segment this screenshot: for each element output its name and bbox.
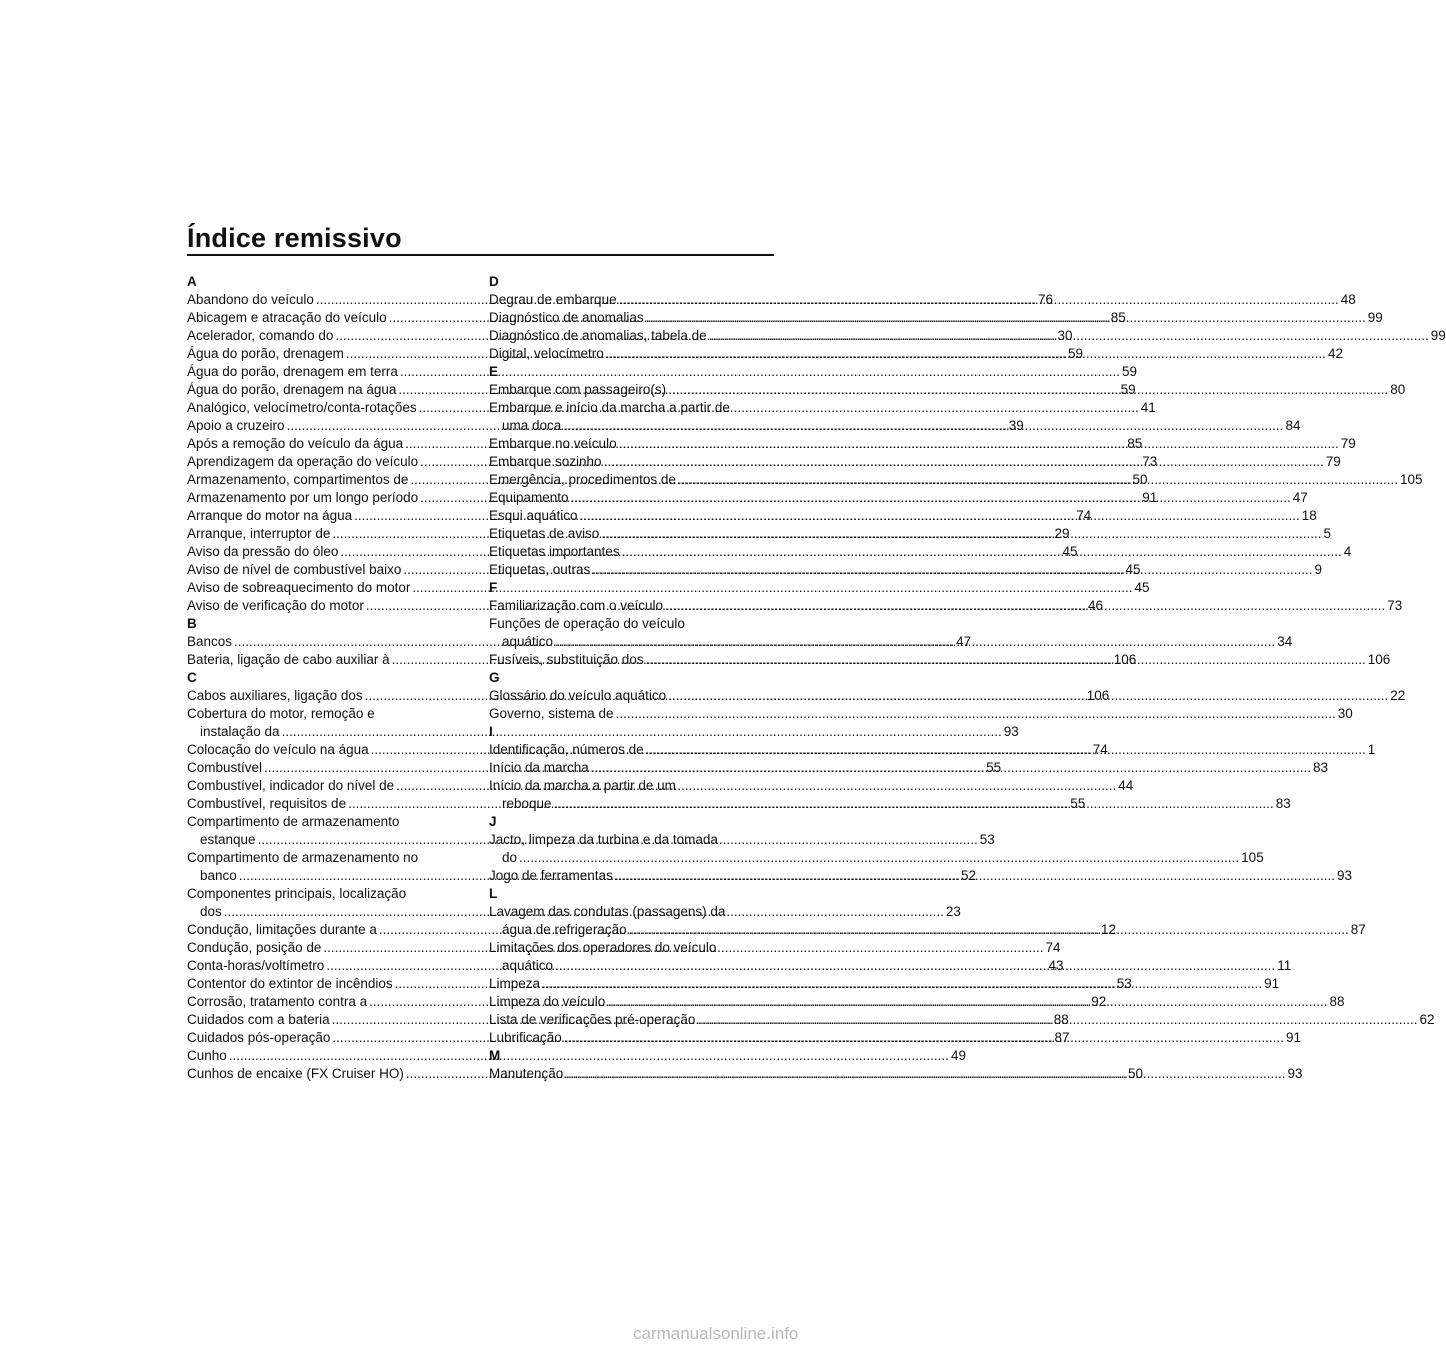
page-number: 45 <box>1134 580 1150 595</box>
dot-leader <box>555 957 1275 975</box>
entry-text: Equipamento <box>489 490 569 505</box>
page-number: 91 <box>1285 1030 1301 1045</box>
title-rule <box>187 254 774 256</box>
entry-text: Etiquetas de aviso <box>489 526 600 541</box>
entry-text: Início da marcha a partir de um <box>489 778 676 793</box>
entry-text: Glossário do veículo aquático <box>489 688 667 703</box>
page-number: 42 <box>1327 346 1343 361</box>
page-number: 99 <box>1430 328 1446 343</box>
index-letter-heading: J <box>489 814 497 829</box>
entry-text: Condução, posição de <box>187 940 322 955</box>
dot-leader <box>555 633 1275 651</box>
page-number: 105 <box>1241 850 1264 865</box>
entry-text: Cuidados com a bateria <box>187 1012 330 1027</box>
entry-text: Diagnóstico de anomalias, tabela de <box>489 328 707 343</box>
entry-text: Armazenamento por um longo período <box>187 490 419 505</box>
page-number: 30 <box>1057 328 1073 343</box>
page-number: 105 <box>1400 472 1423 487</box>
page-number: 45 <box>1062 544 1078 559</box>
entry-text: Embarque no veículo <box>489 436 617 451</box>
dot-leader <box>591 759 1311 777</box>
page-number: 46 <box>1087 598 1104 613</box>
page-number: 73 <box>1142 454 1158 469</box>
page-number: 74 <box>1045 940 1061 955</box>
page-number: 22 <box>1390 688 1406 703</box>
entry-text: Digital, velocímetro <box>489 346 604 361</box>
dot-leader <box>646 741 1366 759</box>
page-number: 106 <box>1086 688 1110 703</box>
entry-text: Água do porão, drenagem <box>187 346 344 361</box>
dot-leader <box>615 867 1335 885</box>
entry-text: Embarque e início da marcha a partir de <box>489 400 730 415</box>
entry-text: Conta-horas/voltímetro <box>187 958 325 973</box>
page-number: 79 <box>1325 454 1341 469</box>
dot-leader <box>709 327 1429 345</box>
entry-text: Limpeza <box>489 976 541 991</box>
entry-text: Condução, limitações durante a <box>187 922 377 937</box>
entry-text: Embarque sozinho <box>489 454 602 469</box>
page-number: 30 <box>1337 706 1353 721</box>
entry-text: reboque <box>502 796 552 811</box>
entry-text: Familiarização com o veículo <box>489 598 664 613</box>
entry-text: Início da marcha <box>489 760 589 775</box>
page-number: 47 <box>1292 490 1308 505</box>
page-number: 74 <box>1076 508 1092 523</box>
entry-text: do <box>502 850 518 865</box>
entry-text: Identificação, números de <box>489 742 644 757</box>
entry-text: Arranque do motor na água <box>187 508 353 523</box>
entry-text: Compartimento de armazenamento <box>187 814 400 829</box>
entry-text: Água do porão, drenagem na água <box>187 382 397 397</box>
page-number: 4 <box>1343 544 1352 559</box>
index-letter-heading: C <box>187 670 197 685</box>
entry-text: Componentes principais, localização <box>187 886 407 901</box>
page-number: 53 <box>1116 976 1132 991</box>
dot-leader <box>668 687 1388 705</box>
entry-text: Aprendizagem da operação do veículo <box>187 454 419 469</box>
index-entry <box>489 705 1353 723</box>
page-number: 73 <box>1387 598 1403 613</box>
entry-text: Diagnóstico de anomalias <box>489 310 644 325</box>
entry-text: Cabos auxiliares, ligação dos <box>187 688 363 703</box>
page-number: 79 <box>1340 436 1356 451</box>
entry-text: Lubrificação <box>489 1030 562 1045</box>
entry-text: Etiquetas importantes <box>489 544 620 559</box>
page-number: 84 <box>1285 418 1301 433</box>
entry-text: Água do porão, drenagem em terra <box>187 364 398 379</box>
page-number: 29 <box>1054 526 1070 541</box>
dot-leader <box>622 543 1342 561</box>
page-number: 48 <box>1340 292 1356 307</box>
dot-leader <box>668 381 1388 399</box>
entry-text: instalação da <box>200 724 280 739</box>
entry-text: Cunhos de encaixe (FX Cruiser HO) <box>187 1066 404 1081</box>
page-number: 85 <box>1110 310 1126 325</box>
page-number: 34 <box>1277 634 1293 649</box>
dot-leader <box>678 471 1398 489</box>
dot-leader <box>571 489 1291 507</box>
page-number: 88 <box>1053 1012 1069 1027</box>
entry-text: Aviso de verificação do motor <box>187 598 364 613</box>
dot-leader <box>601 525 1321 543</box>
dot-leader <box>619 435 1339 453</box>
entry-text: Governo, sistema de <box>489 706 614 721</box>
page-number: 106 <box>1113 652 1137 667</box>
dot-leader <box>607 993 1327 1011</box>
page-number: 47 <box>956 634 972 649</box>
dot-leader <box>604 453 1324 471</box>
page-number: 12 <box>1101 922 1117 937</box>
entry-text: Etiquetas, outras <box>489 562 591 577</box>
page-number: 76 <box>1038 292 1054 307</box>
entry-text: Acelerador, comando do <box>187 328 334 343</box>
page-number: 91 <box>1142 490 1158 505</box>
index-letter-heading: L <box>489 886 498 901</box>
entry-text: aquático <box>502 634 554 649</box>
entry-text: Degrau de embarque <box>489 292 617 307</box>
index-letter-heading: A <box>187 274 197 289</box>
dot-leader <box>564 1029 1284 1047</box>
page-number: 11 <box>1277 958 1292 973</box>
index-letter-heading: B <box>187 616 197 631</box>
index-letter-heading: F <box>489 580 498 595</box>
entry-text: Limitações dos operadores do veículo <box>489 940 717 955</box>
page-number: 5 <box>1323 526 1331 541</box>
entry-text: Fusíveis, substituição dos <box>489 652 644 667</box>
page-title: Índice remissivo <box>187 223 402 253</box>
entry-text: Aviso da pressão do óleo <box>187 544 339 559</box>
dot-leader <box>646 651 1366 669</box>
entry-text: dos <box>200 904 222 919</box>
page-number: 85 <box>1127 436 1143 451</box>
page-number: 106 <box>1367 652 1391 667</box>
entry-text: Emergência, procedimentos de <box>489 472 676 487</box>
entry-text: Cunho <box>187 1048 227 1063</box>
index-letter-heading: G <box>489 670 500 685</box>
page-number: 88 <box>1329 994 1345 1009</box>
entry-text: Abicagem e atracação do veículo <box>187 310 387 325</box>
page-number: 87 <box>1350 922 1366 937</box>
page-number: 55 <box>1070 796 1086 811</box>
page-number: 41 <box>1140 400 1156 415</box>
dot-leader <box>542 975 1262 993</box>
entry-text: Bateria, ligação de cabo auxiliar à <box>187 652 390 667</box>
page-number: 50 <box>1132 472 1148 487</box>
page-number: 18 <box>1301 508 1317 523</box>
page-number: 43 <box>1048 958 1064 973</box>
page-number: 59 <box>1068 346 1084 361</box>
page-number: 59 <box>1120 382 1136 397</box>
page-number: 93 <box>1336 868 1352 883</box>
page-number: 9 <box>1314 562 1322 577</box>
dot-leader <box>697 1011 1417 1029</box>
entry-text: Combustível <box>187 760 263 775</box>
dot-leader <box>616 705 1336 723</box>
entry-text: Manutenção <box>489 1066 564 1081</box>
page-number: 99 <box>1367 310 1383 325</box>
entry-text: Cobertura do motor, remoção e <box>187 706 375 721</box>
dot-leader <box>629 921 1349 939</box>
index-letter-heading: D <box>489 274 499 289</box>
entry-text: Esqui aquático <box>489 508 578 523</box>
dot-leader <box>565 1065 1285 1083</box>
page-number: 93 <box>1003 724 1019 739</box>
page-number: 53 <box>979 832 995 847</box>
page-number: 55 <box>986 760 1002 775</box>
entry-text: água de refrigeração <box>502 922 627 937</box>
index-entry <box>489 651 1391 669</box>
entry-text: Armazenamento, compartimentos de <box>187 472 409 487</box>
entry-text: estanque <box>200 832 256 847</box>
page-number: 74 <box>1092 742 1108 757</box>
index-entry <box>187 363 1138 381</box>
dot-leader <box>619 291 1339 309</box>
entry-text: Abandono do veículo <box>187 292 314 307</box>
entry-text: Funções de operação do veículo <box>489 616 685 631</box>
entry-text: Lavagem das condutas (passagens) da <box>489 904 726 919</box>
dot-leader <box>519 849 1239 867</box>
index-letter-heading: E <box>489 364 499 379</box>
page-number: 52 <box>960 868 976 883</box>
entry-text: Compartimento de armazenamento no <box>187 850 419 865</box>
entry-text: Contentor do extintor de incêndios <box>187 976 393 991</box>
dot-leader <box>592 561 1312 579</box>
entry-text: Colocação do veículo na água <box>187 742 369 757</box>
page-number: 49 <box>950 1048 966 1063</box>
watermark: carmanualsonline.info <box>633 1324 799 1343</box>
entry-text: Jacto, limpeza da turbina e da tomada <box>489 832 718 847</box>
entry-text: banco <box>200 868 237 883</box>
page-number: 83 <box>1275 796 1291 811</box>
index-entry <box>187 1047 966 1065</box>
entry-text: Aviso de nível de combustível baixo <box>187 562 402 577</box>
page-number: 45 <box>1125 562 1141 577</box>
page-number: 39 <box>1008 418 1024 433</box>
index-letter-heading: I <box>489 724 493 739</box>
entry-text: Bancos <box>187 634 233 649</box>
entry-text: Cuidados pós-operação <box>187 1030 331 1045</box>
page-number: 50 <box>1127 1066 1144 1081</box>
page-number: 59 <box>1122 364 1138 379</box>
index-entry <box>187 579 1150 597</box>
entry-text: Aviso de sobreaquecimento do motor <box>187 580 411 595</box>
entry-text: uma doca <box>502 418 562 433</box>
entry-text: Após a remoção do veículo da água <box>187 436 404 451</box>
dot-leader <box>580 507 1300 525</box>
page-number: 87 <box>1054 1030 1070 1045</box>
entry-text: Embarque com passageiro(s) <box>489 382 667 397</box>
dot-leader <box>554 795 1274 813</box>
entry-text: aquático <box>502 958 554 973</box>
entry-text: Apoio a cruzeiro <box>187 418 285 433</box>
entry-text: Combustível, requisitos de <box>187 796 347 811</box>
entry-text: Combustível, indicador do nível de <box>187 778 395 793</box>
entry-text: Analógico, velocímetro/conta-rotações <box>187 400 417 415</box>
dot-leader <box>665 597 1385 615</box>
dot-leader <box>606 345 1326 363</box>
entry-text: Jogo de ferramentas <box>489 868 613 883</box>
entry-text: Arranque, interruptor de <box>187 526 331 541</box>
page-number: 1 <box>1367 742 1376 757</box>
page-number: 80 <box>1390 382 1406 397</box>
page-number: 44 <box>1118 778 1134 793</box>
page-number: 91 <box>1264 976 1280 991</box>
entry-text: Limpeza do veículo <box>489 994 606 1009</box>
page-number: 62 <box>1419 1012 1435 1027</box>
entry-text: Lista de verificações pré-operação <box>489 1012 696 1027</box>
dot-leader <box>563 417 1283 435</box>
page-number: 93 <box>1287 1066 1303 1081</box>
entry-text: Corrosão, tratamento contra a <box>187 994 368 1009</box>
dot-leader <box>646 309 1366 327</box>
page-number: 83 <box>1312 760 1328 775</box>
page-number: 92 <box>1091 994 1107 1009</box>
page-number: 23 <box>945 904 961 919</box>
index-letter-heading: M <box>489 1048 501 1063</box>
